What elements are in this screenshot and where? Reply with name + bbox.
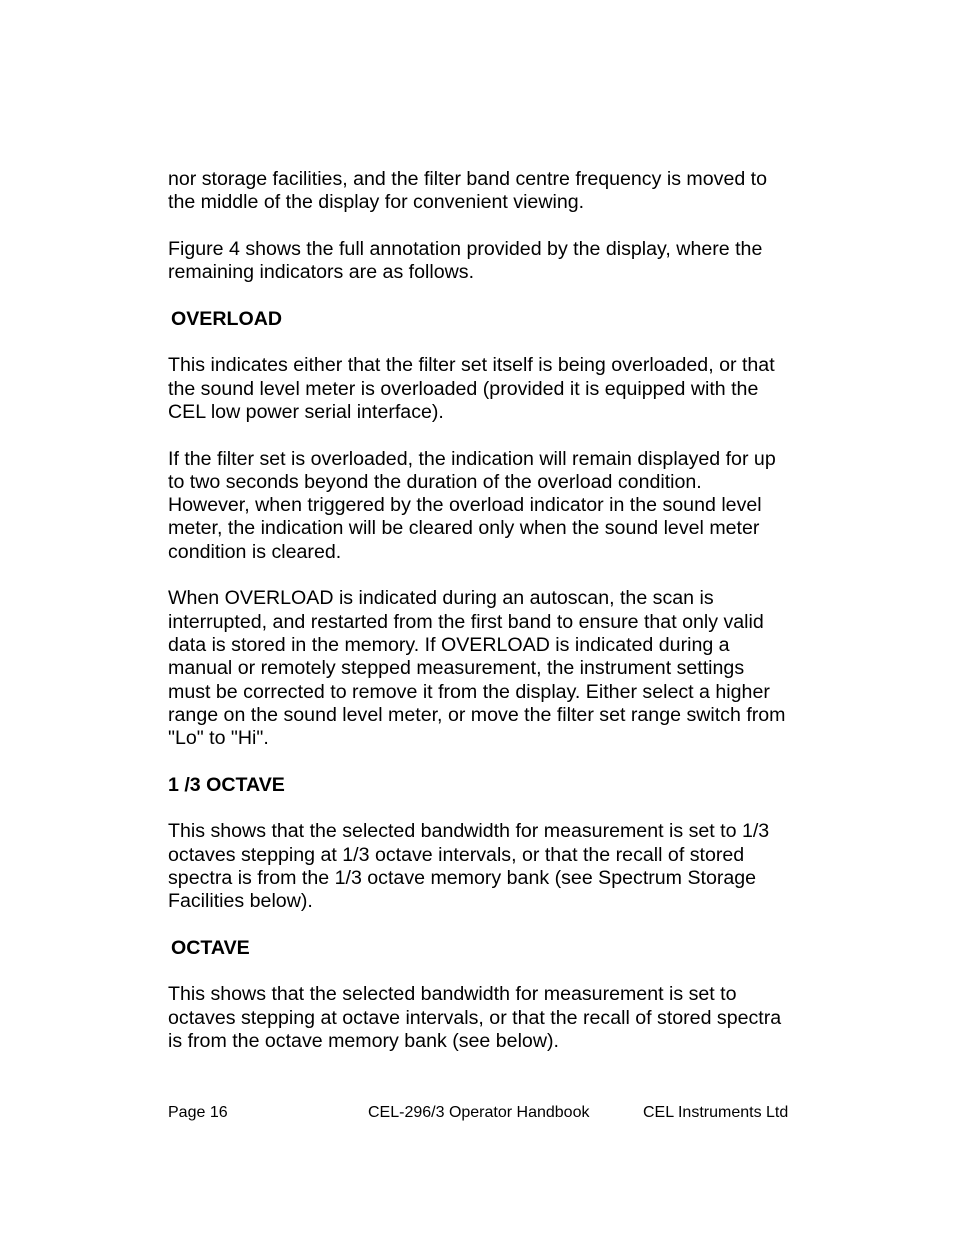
paragraph-overload-autoscan: When OVERLOAD is indicated during an autoscan, the scan is interrupted, and restarted from the first band to ensure that only valid data is stored in the memory. If OVERLOAD is indicated during a manual or remotely stepped measurement, the instrument settings must be corrected to remove it from the display. Either select a higher range on the sound level meter, or move the filter set range switch from "Lo" to "Hi". [168,587,786,750]
paragraph-storage-intro: nor storage facilities, and the filter band centre frequency is moved to the middle of the display for convenient viewing. [168,168,768,214]
footer-page-number: Page 16 [168,1104,228,1121]
footer-document-title: CEL-296/3 Operator Handbook [368,1104,590,1121]
paragraph-figure-4: Figure 4 shows the full annotation provided by the display, where the remaining indicators are as follows. [168,237,763,284]
paragraph-octave: This shows that the selected bandwidth for measurement is set to octaves stepping at octave intervals, or that the recall of stored spectra is from the octave memory bank (see below). [168,983,782,1052]
heading-overload: OVERLOAD [171,307,283,330]
page-body [168,168,788,1077]
heading-third-octave: 1 /3 OCTAVE [168,773,285,796]
paragraph-third-octave: This shows that the selected bandwidth for measurement is set to 1/3 octaves stepping at 1/3 octave intervals, or that the recall of stored spectra is from the 1/3 octave memory bank (see Spectrum Storage Facilities below). [168,820,770,913]
page-footer [0,1103,954,1123]
paragraph-overload-duration: If the filter set is overloaded, the indication will remain displayed for up to two seconds beyond the duration of the overload condition. However, when triggered by the overload indicator in the sound level meter, the indication will be cleared only when the sound level meter condition is cleared. [168,447,776,563]
paragraph-overload-meaning: This indicates either that the filter set itself is being overloaded, or that the sound level meter is overloaded (provided it is equipped with the CEL low power serial interface). [168,354,775,423]
footer-company: CEL Instruments Ltd [643,1104,789,1121]
heading-octave: OCTAVE [171,936,250,959]
